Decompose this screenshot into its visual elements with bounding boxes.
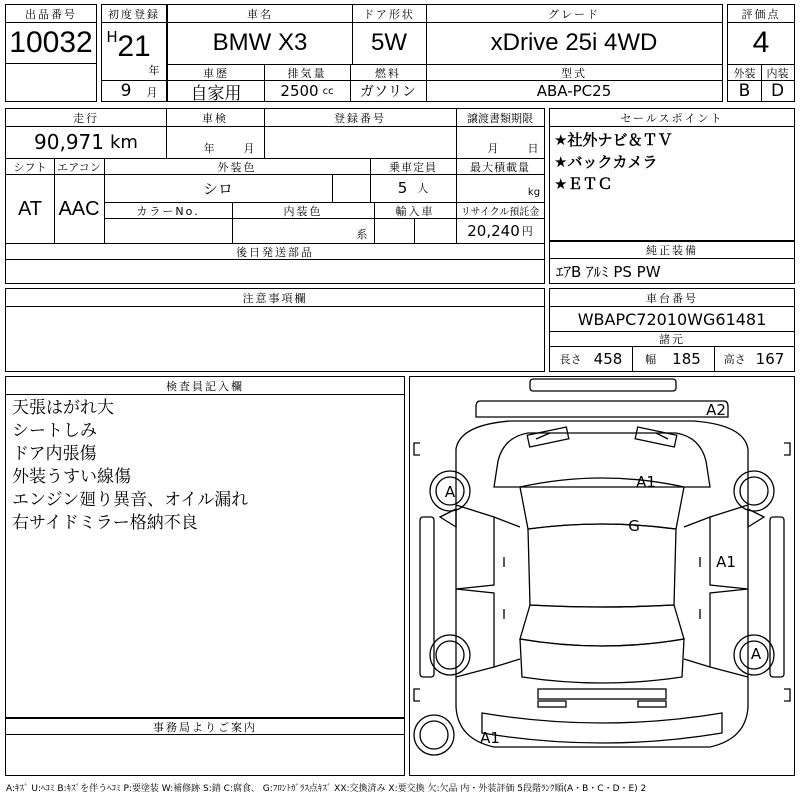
shaken-label: 車検 bbox=[202, 111, 228, 125]
score-label: 評価点 bbox=[741, 7, 781, 21]
legend-text: A:ｷｽﾞ U:ﾍｺﾐ B:ｷｽﾞを伴うﾍｺﾐ P:要塗装 W:補修跡 S:錆 C:腐食、 G:ﾌﾛﾝﾄｶﾞﾗｽ点ｷｽﾞ XX:交換済み X:要交換 欠:欠品 内・外装評価 5段階ﾗﾝｸ順(A・B・C・D・E) 2 bbox=[6, 783, 647, 794]
width-label: 幅 bbox=[645, 353, 657, 366]
displacement-label: 排気量 bbox=[287, 66, 327, 80]
inspector-notes bbox=[12, 397, 398, 535]
specs-label: 諸元 bbox=[659, 333, 685, 346]
year-unit: 年 bbox=[148, 64, 160, 77]
displacement-value: 2500 bbox=[280, 82, 319, 100]
genuine-label: 純正装備 bbox=[646, 243, 698, 257]
era-letter: H bbox=[106, 28, 118, 46]
interior-label: 内装 bbox=[766, 66, 789, 80]
inspector-note: ドア内張傷 bbox=[12, 444, 97, 464]
capacity-label: 乗車定員 bbox=[389, 160, 437, 174]
color-no-label: カラーNo. bbox=[136, 204, 200, 218]
inspector-note: 右サイドミラー格納不良 bbox=[12, 513, 198, 533]
recycle-unit: 円 bbox=[521, 225, 533, 238]
int-color-label: 内装色 bbox=[283, 204, 323, 218]
mark-spare: A1 bbox=[480, 729, 500, 747]
sales-points-list bbox=[554, 129, 790, 195]
score-box bbox=[727, 4, 795, 102]
import-label: 輸入車 bbox=[395, 204, 435, 218]
exterior-grade: B bbox=[738, 81, 751, 101]
grade: xDrive 25i 4WD bbox=[490, 29, 658, 56]
chassis-number: WBAPC72010WG61481 bbox=[577, 309, 767, 329]
inspector-label: 検査員記入欄 bbox=[166, 379, 244, 393]
mark-right-fender: A1 bbox=[716, 553, 736, 571]
transfer-due-label: 譲渡書類期限 bbox=[467, 111, 533, 125]
first-registration-box bbox=[101, 4, 167, 102]
sales-point: ★バックカメラ bbox=[554, 153, 658, 171]
inspector-note: エンジン廻り異音、オイル漏れ bbox=[12, 490, 249, 510]
mileage-unit: km bbox=[110, 131, 138, 153]
displacement-unit: cc bbox=[322, 85, 334, 97]
damage-diagram bbox=[409, 376, 795, 776]
later-parts-label: 後日発送部品 bbox=[236, 245, 314, 259]
spec-width bbox=[632, 347, 714, 371]
mileage bbox=[6, 127, 166, 157]
shift-type: AT bbox=[17, 197, 43, 220]
model-code-label: 型式 bbox=[561, 66, 587, 80]
first-registration-label: 初度登録 bbox=[108, 7, 160, 21]
int-color-suffix: 系 bbox=[356, 228, 368, 241]
genuine-equipment-box bbox=[549, 240, 795, 284]
displacement bbox=[264, 81, 350, 101]
mark-hood: A1 bbox=[636, 473, 656, 491]
details-box bbox=[5, 108, 545, 284]
office-label: 事務局よりご案内 bbox=[153, 720, 257, 734]
sales-points-box bbox=[549, 108, 795, 242]
overall-score: 4 bbox=[752, 26, 770, 59]
car-name-label: 車名 bbox=[247, 7, 273, 21]
load-unit: kg bbox=[527, 186, 541, 198]
notes-box bbox=[5, 288, 545, 372]
inspector-note: 外装うすい線傷 bbox=[12, 467, 131, 487]
exterior-label: 外装 bbox=[733, 66, 756, 80]
mileage-label: 走行 bbox=[73, 111, 99, 125]
sales-points-label: セールスポイント bbox=[620, 111, 724, 125]
length-label: 長さ bbox=[559, 353, 582, 366]
mark-roof: A2 bbox=[706, 401, 726, 419]
sales-point: ★ＥＴＣ bbox=[554, 175, 613, 193]
height-value: 167 bbox=[755, 350, 785, 368]
recycle-value: 20,240 bbox=[467, 222, 520, 240]
car-outline-diagram bbox=[410, 377, 794, 775]
lot-number-label: 出品番号 bbox=[25, 7, 77, 21]
spec-height bbox=[714, 347, 794, 371]
recycle-fee bbox=[456, 219, 544, 243]
car-name: BMW X3 bbox=[212, 29, 308, 56]
fuel-label: 燃料 bbox=[375, 66, 401, 80]
lot-number-box bbox=[5, 4, 97, 102]
reg-no-label: 登録番号 bbox=[334, 111, 386, 125]
capacity-unit: 人 bbox=[417, 182, 429, 195]
capacity-value: 5 bbox=[397, 179, 408, 197]
width-value: 185 bbox=[672, 350, 701, 368]
shaken-month-unit: 月 bbox=[243, 142, 255, 155]
sales-point: ★社外ナビ＆ＴＶ bbox=[554, 131, 673, 149]
aircon-label: エアコン bbox=[57, 160, 101, 174]
vehicle-history: 自家用 bbox=[190, 83, 242, 104]
door-type: 5W bbox=[371, 29, 407, 56]
office-notice-box bbox=[5, 718, 405, 776]
transfer-day-unit: 日 bbox=[527, 142, 539, 155]
inspector-box bbox=[5, 376, 405, 718]
chassis-box bbox=[549, 288, 795, 372]
interior-grade: D bbox=[770, 81, 785, 101]
ext-color: シロ bbox=[202, 179, 233, 198]
ext-color-label: 外装色 bbox=[217, 160, 257, 174]
inspector-note: 天張はがれ大 bbox=[12, 398, 114, 418]
transfer-month-unit: 月 bbox=[487, 142, 499, 155]
door-label: ドア形状 bbox=[363, 7, 415, 21]
length-value: 458 bbox=[593, 350, 623, 368]
height-label: 高さ bbox=[723, 353, 746, 366]
history-label: 車歴 bbox=[203, 66, 229, 80]
lot-number: 10032 bbox=[9, 26, 93, 59]
shaken-year-unit: 年 bbox=[203, 142, 215, 155]
registration-month: 9 bbox=[120, 81, 132, 101]
genuine-equipment: ｴｱB ｱﾙﾐ PS PW bbox=[556, 262, 661, 281]
month-unit: 月 bbox=[146, 86, 158, 99]
mileage-value: 90,971 bbox=[34, 130, 104, 154]
mark-windshield: G bbox=[628, 517, 640, 535]
chassis-label: 車台番号 bbox=[646, 291, 698, 305]
fuel-type: ガソリン bbox=[360, 84, 416, 100]
recycle-label: リサイクル預託金 bbox=[460, 207, 540, 218]
vehicle-info-box bbox=[167, 4, 723, 102]
registration-year: 21 bbox=[117, 30, 151, 63]
mark-left-front-wheel: A bbox=[444, 483, 456, 501]
max-load-label: 最大積載量 bbox=[470, 160, 530, 174]
grade-label: グレード bbox=[548, 7, 600, 21]
mark-right-rear-wheel: A bbox=[750, 645, 762, 663]
aircon-type: AAC bbox=[58, 197, 100, 220]
shift-label: シフト bbox=[13, 160, 47, 174]
inspector-note: シートしみ bbox=[12, 421, 97, 441]
spec-length bbox=[550, 347, 632, 371]
notes-label: 注意事項欄 bbox=[242, 291, 308, 305]
model-code: ABA-PC25 bbox=[536, 82, 612, 100]
capacity bbox=[370, 175, 456, 201]
